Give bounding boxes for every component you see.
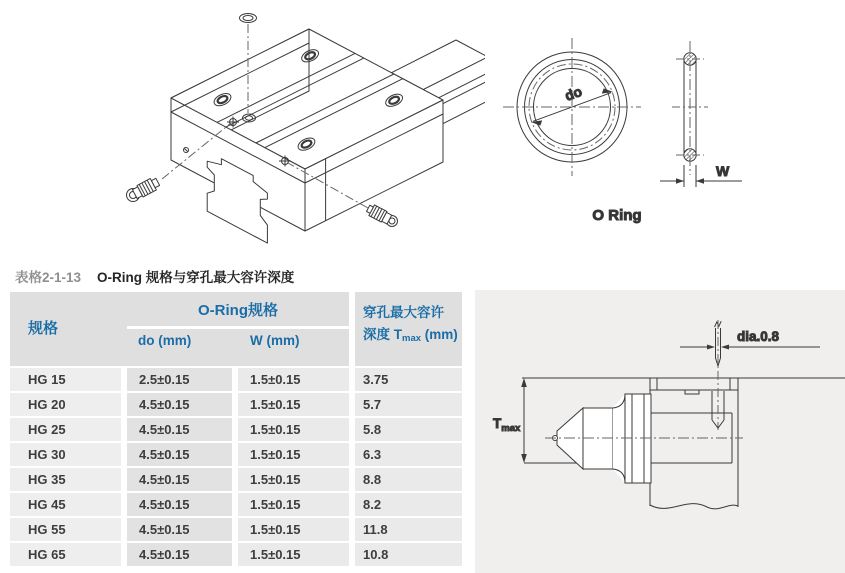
col-header-spec: 规格 (28, 320, 59, 337)
table-number: 表格2-1-13 (15, 270, 82, 285)
drill-depth-section-drawing (475, 290, 845, 573)
oring-figure-caption: O Ring (592, 207, 642, 224)
col-header-do: do (mm) (138, 333, 192, 348)
w-dimension-label: W (716, 163, 730, 179)
table-row: HG 35 4.5±0.15 1.5±0.15 8.8 (10, 468, 462, 491)
dia-dimension (680, 329, 820, 350)
table-header (10, 292, 462, 366)
col-header-w: W (mm) (250, 333, 300, 348)
group-header-underline (127, 326, 349, 329)
drill-depth-section-panel (475, 290, 845, 573)
table-row: HG 20 4.5±0.15 1.5±0.15 5.7 (10, 393, 462, 416)
table-caption (15, 266, 475, 286)
do-dimension-label: do (562, 82, 585, 104)
table-row: HG 30 4.5±0.15 1.5±0.15 6.3 (10, 443, 462, 466)
header-left-block (10, 292, 349, 366)
tmax-dimension (493, 378, 527, 463)
table-row: HG 25 4.5±0.15 1.5±0.15 5.8 (10, 418, 462, 441)
guide-block-isometric-drawing (83, 2, 485, 257)
tmax-dimension-label: $T_{max}$ (493, 416, 521, 434)
oring-side-view (660, 41, 742, 187)
oring-diagram (495, 15, 845, 250)
table-row: HG 45 4.5±0.15 1.5±0.15 8.2 (10, 493, 462, 516)
table-row: HG 15 2.5±0.15 1.5±0.15 3.75 (10, 368, 462, 391)
tmax-header-line1: 穿孔最大容许 (363, 305, 444, 320)
dia-dimension-label: dia.0.8 (737, 329, 780, 344)
table-title: O-Ring 规格与穿孔最大容许深度 (97, 270, 295, 285)
table-row: HG 65 4.5±0.15 1.5±0.15 10.8 (10, 543, 462, 566)
col-group-header-oring: O-Ring规格 (198, 302, 278, 319)
oring-front-view (503, 38, 641, 176)
col-header-tmax (355, 292, 462, 366)
table-row: HG 55 4.5±0.15 1.5±0.15 11.8 (10, 518, 462, 541)
tmax-header-line2: 深度 $T_{max}$ (mm) (363, 327, 458, 344)
oring-spec-table (10, 292, 462, 566)
